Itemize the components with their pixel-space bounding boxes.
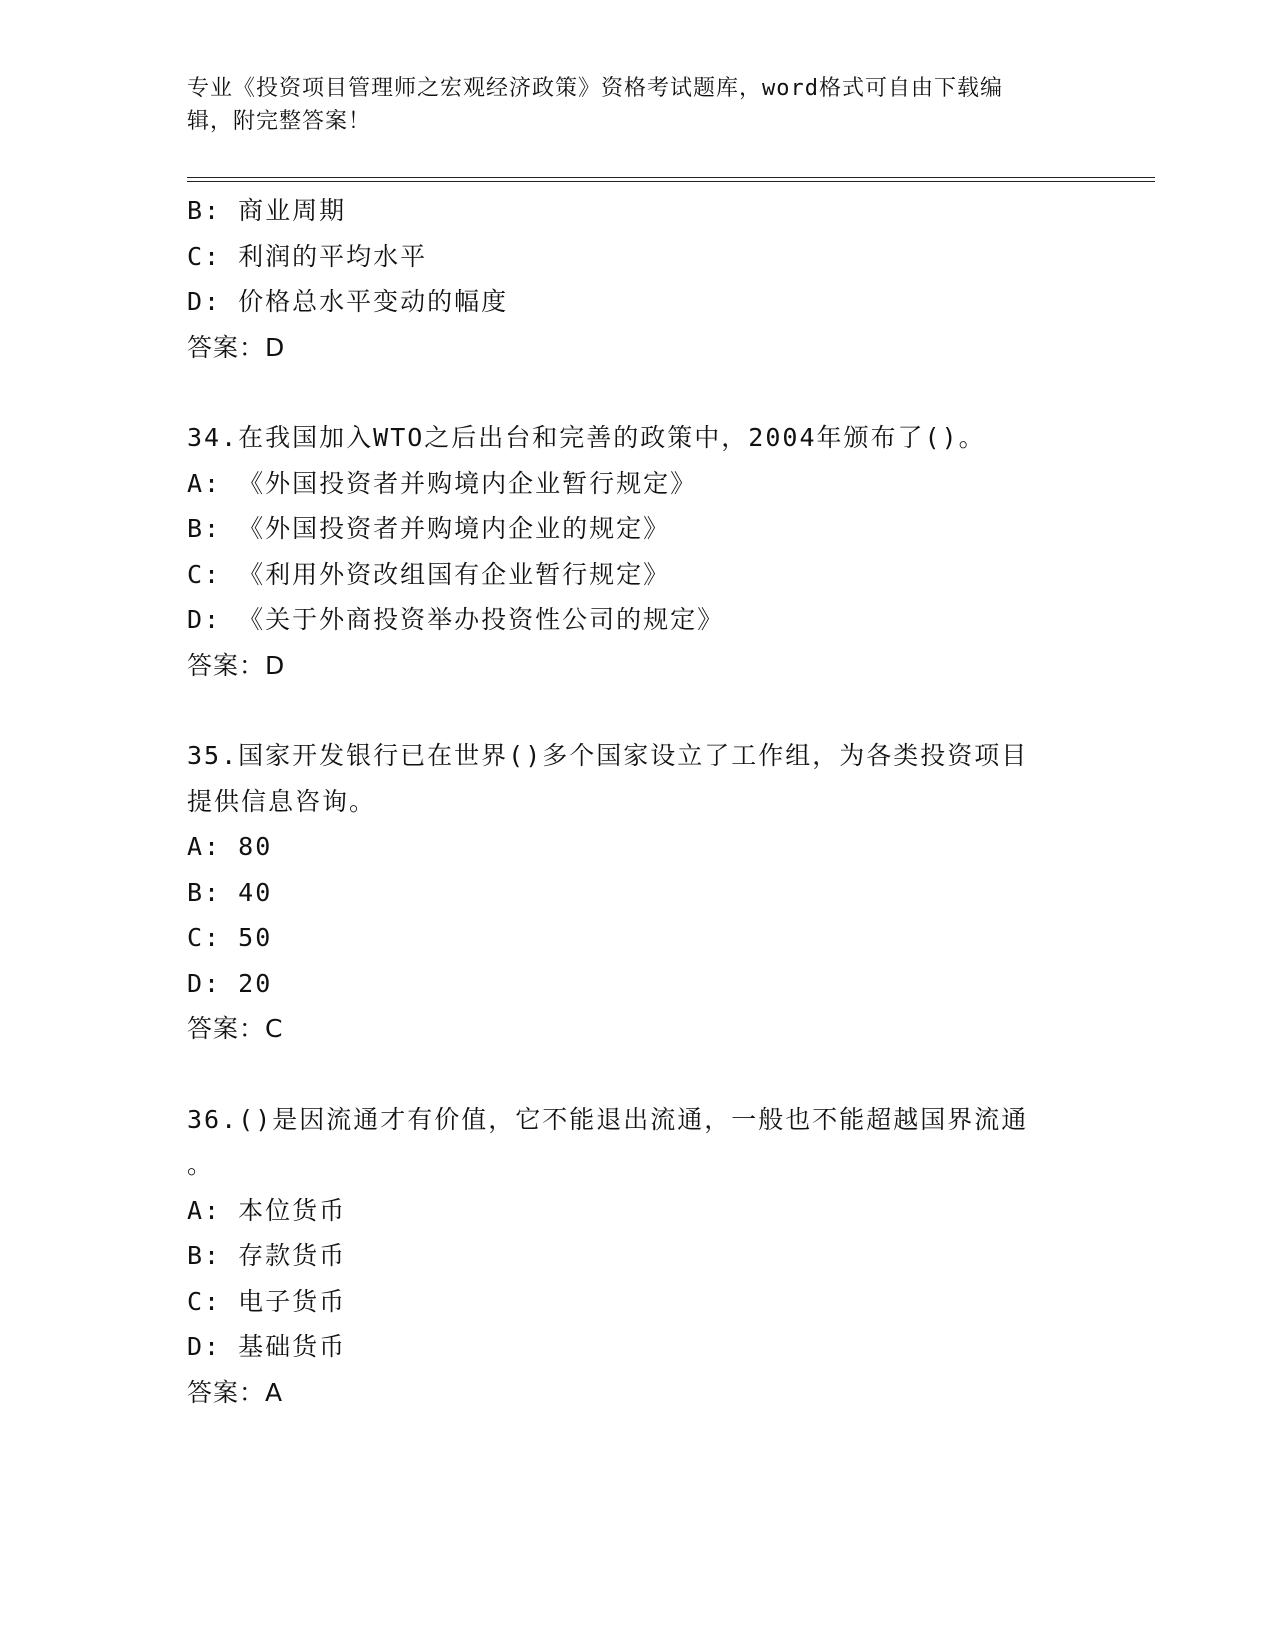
question-stem-line-2: 提供信息咨询。 xyxy=(187,786,377,816)
option-a: A: 《外国投资者并购境内企业暂行规定》 xyxy=(187,468,698,498)
answer: 答案：D xyxy=(187,332,286,362)
option-d: D: 基础货币 xyxy=(187,1332,347,1361)
question-stem: 34.在我国加入WTO之后出台和完善的政策中，2004年颁布了()。 xyxy=(187,423,986,452)
question-stem-line-2: 。 xyxy=(187,1150,215,1179)
document-header xyxy=(187,72,1067,138)
answer: 答案：D xyxy=(187,650,286,680)
option-d: D: 《关于外商投资举办投资性公司的规定》 xyxy=(187,605,725,634)
option-c: C: 利润的平均水平 xyxy=(187,241,428,271)
question-list xyxy=(187,188,1087,1415)
option-c: C: 《利用外资改组国有企业暂行规定》 xyxy=(187,559,671,589)
question-block-35 xyxy=(187,733,1087,1052)
option-d: D: 价格总水平变动的幅度 xyxy=(187,287,509,316)
question-stem-line-1: 35.国家开发银行已在世界()多个国家设立了工作组，为各类投资项目 xyxy=(187,741,1029,770)
header-divider xyxy=(187,177,1155,182)
option-b: B: 40 xyxy=(187,877,273,907)
option-c: C: 电子货币 xyxy=(187,1286,347,1316)
header-line-2: 辑，附完整答案！ xyxy=(187,109,372,134)
question-block-36 xyxy=(187,1097,1087,1416)
question-block-34 xyxy=(187,415,1087,688)
question-stem-line-1: 36.()是因流通才有价值，它不能退出流通，一般也不能超越国界流通 xyxy=(187,1104,1029,1134)
option-d: D: 20 xyxy=(187,968,273,998)
option-a: A: 80 xyxy=(187,832,273,861)
option-b: B: 商业周期 xyxy=(187,196,347,225)
answer: 答案：C xyxy=(187,1014,284,1043)
option-a: A: 本位货币 xyxy=(187,1195,347,1225)
answer: 答案：A xyxy=(187,1377,284,1407)
header-line-1: 专业《投资项目管理师之宏观经济政策》资格考试题库，word格式可自由下载编 xyxy=(187,76,1003,101)
question-block-33 xyxy=(187,188,1087,370)
option-c: C: 50 xyxy=(187,923,273,952)
option-b: B: 《外国投资者并购境内企业的规定》 xyxy=(187,514,671,543)
option-b: B: 存款货币 xyxy=(187,1241,347,1270)
